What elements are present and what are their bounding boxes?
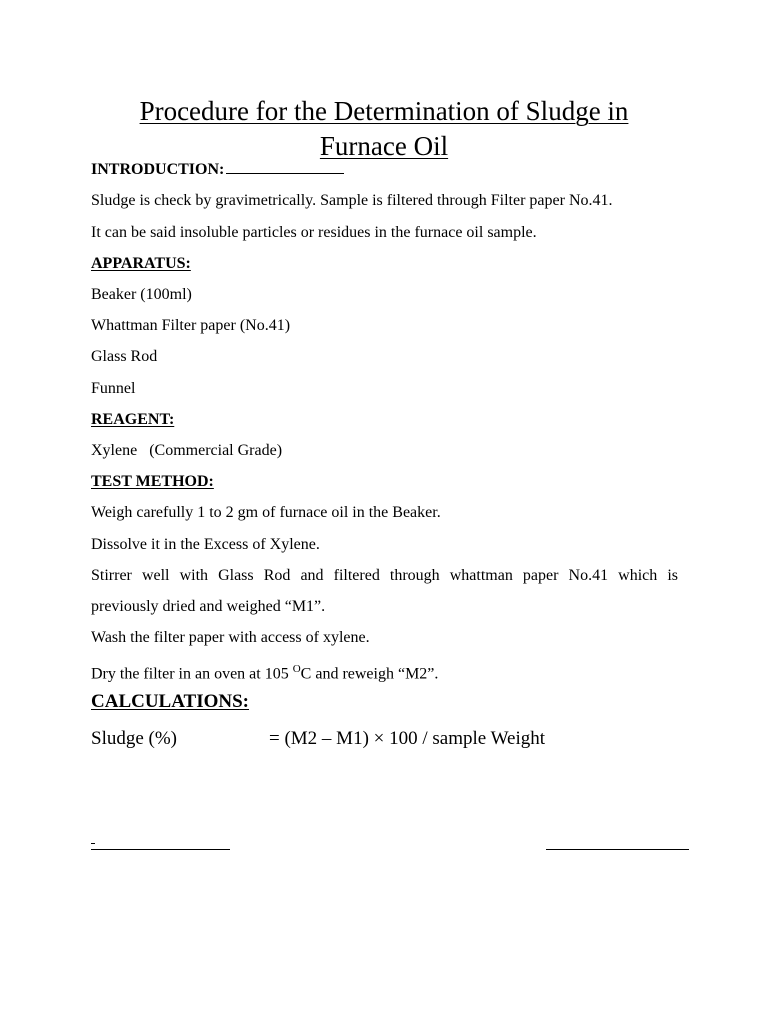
formula-expression: = (M2 – M1) × 100 / sample Weight	[269, 728, 546, 749]
document-title-line-2: Furnace Oil	[319, 131, 449, 161]
apparatus-item: Whattman Filter paper (No.41)	[91, 317, 291, 334]
introduction-underline	[226, 172, 344, 174]
introduction-line: Sludge is check by gravimetrically. Sample is filtered through Filter paper No.41.	[91, 192, 613, 209]
introduction-heading: INTRODUCTION:	[91, 161, 225, 178]
test-method-step: Weigh carefully 1 to 2 gm of furnace oil in the Beaker.	[91, 504, 441, 521]
test-method-step: Stirrer well with Glass Rod and filtered through whattman paper No.41 which is	[91, 567, 678, 584]
formula-label: Sludge (%)	[91, 728, 178, 749]
test-method-step: Wash the filter paper with access of xylene.	[91, 629, 370, 646]
reagent-heading: REAGENT:	[91, 411, 175, 428]
degree-superscript: O	[292, 663, 301, 675]
document-title-line-1: Procedure for the Determination of Sludge in	[139, 96, 629, 126]
test-method-step: Dissolve it in the Excess of Xylene.	[91, 536, 320, 553]
apparatus-item: Beaker (100ml)	[91, 286, 192, 303]
apparatus-item: Glass Rod	[91, 348, 158, 365]
test-method-dry-step	[91, 659, 438, 684]
signature-mark	[91, 843, 95, 844]
reagent-item: Xylene (Commercial Grade)	[91, 442, 283, 459]
signature-line-left	[91, 849, 230, 850]
introduction-heading-row	[91, 160, 344, 180]
introduction-line: It can be said insoluble particles or residues in the furnace oil sample.	[91, 224, 537, 241]
test-method-step: previously dried and weighed “M1”.	[91, 598, 326, 615]
dry-step-text: Dry the filter in an oven at 105	[91, 665, 293, 683]
test-method-heading: TEST METHOD:	[91, 473, 214, 490]
calculations-heading: CALCULATIONS:	[91, 691, 250, 712]
apparatus-item: Funnel	[91, 380, 136, 397]
apparatus-heading: APPARATUS:	[91, 255, 191, 272]
signature-line-right	[546, 849, 689, 850]
dry-step-text-end: C and reweigh “M2”.	[300, 665, 439, 683]
